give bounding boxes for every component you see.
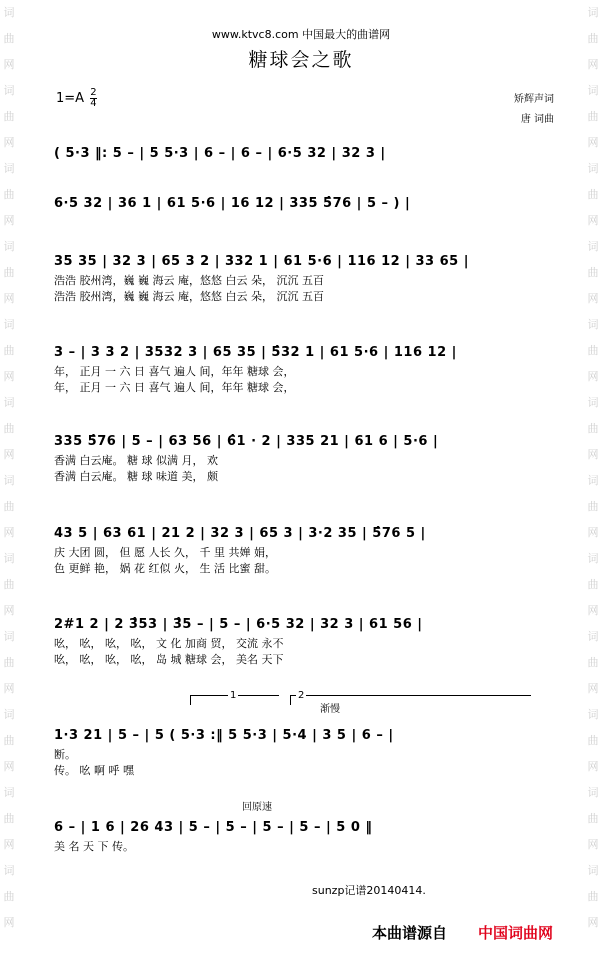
watermark-glyph: 曲: [3, 890, 15, 903]
system-6: [54, 526, 534, 576]
key-signature: [56, 88, 97, 109]
watermark-glyph: 网: [587, 682, 599, 695]
watermark-glyph: 曲: [587, 812, 599, 825]
credits: [514, 90, 554, 130]
watermark-glyph: 词: [587, 240, 599, 253]
watermark-glyph: 网: [587, 604, 599, 617]
notation-line: 2#1 2 | 2 3̂53 | 3̂5 – | 5 – | 6·5 32 | 32 3 | 61 56 |: [54, 617, 423, 632]
watermark-left: [0, 0, 18, 969]
watermark-glyph: 词: [587, 84, 599, 97]
watermark-glyph: 网: [587, 214, 599, 227]
system-9: [54, 820, 534, 854]
watermark-glyph: 词: [3, 864, 15, 877]
watermark-glyph: 网: [3, 760, 15, 773]
volta-first-label: 1: [230, 690, 237, 701]
direction-repeat: 回原速: [242, 802, 272, 813]
source-name[interactable]: 中国词曲网: [478, 924, 554, 942]
direction-fade: 渐慢: [320, 704, 340, 715]
watermark-glyph: 曲: [3, 32, 15, 45]
system-2: [54, 196, 534, 214]
watermark-glyph: 网: [3, 58, 15, 71]
watermark-glyph: 词: [587, 6, 599, 19]
lyric-line: 吆， 吆， 吆， 吆， 文 化 加商 贸， 交流 永不: [54, 637, 284, 650]
watermark-glyph: 曲: [587, 266, 599, 279]
watermark-glyph: 词: [3, 318, 15, 331]
lyric-line: 色 更鲜 艳， 娲 花 红似 火， 生 活 比蜜 甜。: [54, 562, 276, 575]
watermark-glyph: 曲: [3, 110, 15, 123]
watermark-glyph: 网: [3, 448, 15, 461]
watermark-glyph: 曲: [587, 344, 599, 357]
watermark-glyph: 网: [3, 292, 15, 305]
watermark-glyph: 词: [3, 162, 15, 175]
notation-line: 35 35 | 32 3 | 65 3 2 | 332 1 | 61 5·6 | 116 12 | 33 65 |: [54, 254, 469, 269]
watermark-glyph: 曲: [587, 656, 599, 669]
watermark-glyph: 词: [587, 786, 599, 799]
lyric-line: 浩浩 胶州湾，巍 巍 海云 庵，悠悠 白云 朵， 沉沉 五百: [54, 274, 324, 287]
lyric-line: 年， 正月 一 六 日 喜气 遍人 间，年年 糖球 会，: [54, 381, 295, 394]
watermark-glyph: 网: [3, 370, 15, 383]
watermark-glyph: 词: [3, 474, 15, 487]
watermark-glyph: 词: [587, 162, 599, 175]
time-denominator: 4: [90, 98, 97, 109]
watermark-glyph: 曲: [3, 500, 15, 513]
watermark-glyph: 网: [587, 448, 599, 461]
watermark-glyph: 词: [587, 864, 599, 877]
signature: sunzp记谱20140414.: [312, 884, 426, 897]
watermark-glyph: 曲: [587, 188, 599, 201]
watermark-glyph: 词: [3, 630, 15, 643]
lyric-line: 吆， 吆， 吆， 吆， 岛 城 糖球 会， 美名 天下: [54, 653, 284, 666]
watermark-glyph: 网: [587, 916, 599, 929]
watermark-glyph: 曲: [3, 656, 15, 669]
watermark-glyph: 曲: [3, 734, 15, 747]
lyric-line: 浩浩 胶州湾，巍 巍 海云 庵，悠悠 白云 朵， 沉沉 五百: [54, 290, 324, 303]
watermark-glyph: 曲: [587, 32, 599, 45]
watermark-glyph: 词: [3, 84, 15, 97]
watermark-glyph: 网: [3, 214, 15, 227]
watermark-glyph: 曲: [3, 812, 15, 825]
watermark-glyph: 曲: [3, 422, 15, 435]
watermark-glyph: 网: [587, 136, 599, 149]
watermark-glyph: 网: [587, 58, 599, 71]
notation-line: 335 5̂76 | 5 – | 63 56 | 6̂1 · 2 | 335 21 | 61 6 | 5·6 |: [54, 434, 439, 449]
watermark-glyph: 曲: [3, 188, 15, 201]
notation-line: 43 5 | 63 61 | 21 2 | 32 3 | 65 3 | 3·2 35 | 5̂76 5 |: [54, 526, 426, 541]
watermark-glyph: 网: [587, 526, 599, 539]
watermark-glyph: 网: [587, 838, 599, 851]
site-header[interactable]: www.ktvc8.com 中国最大的曲谱网: [211, 28, 391, 41]
watermark-glyph: 曲: [587, 578, 599, 591]
key-label: 1=A: [56, 91, 85, 106]
watermark-glyph: 曲: [587, 890, 599, 903]
watermark-glyph: 词: [587, 474, 599, 487]
watermark-glyph: 网: [3, 916, 15, 929]
watermark-right: [584, 0, 602, 969]
watermark-glyph: 网: [587, 760, 599, 773]
volta-second-label: 2: [298, 690, 305, 701]
time-numerator: 2: [90, 87, 97, 98]
watermark-glyph: 词: [587, 630, 599, 643]
lyric-line: 断。: [54, 748, 76, 761]
lyric-line: 庆 大团 圆， 但 愿 人长 久， 千 里 共婵 娟，: [54, 546, 276, 559]
watermark-glyph: 网: [3, 838, 15, 851]
watermark-glyph: 曲: [587, 422, 599, 435]
watermark-glyph: 词: [3, 396, 15, 409]
watermark-glyph: 网: [3, 604, 15, 617]
watermark-glyph: 词: [587, 708, 599, 721]
lyric-line: 香满 白云庵。 糖 球 似满 月， 欢: [54, 454, 218, 467]
watermark-glyph: 词: [587, 318, 599, 331]
system-4: [54, 345, 534, 395]
notation-line: 3 – | 3 3 2 | 3532 3 | 65 35 | 5̂32 1 | 61 5·6 | 116 12 |: [54, 345, 457, 360]
system-5: [54, 434, 534, 484]
watermark-glyph: 网: [3, 526, 15, 539]
watermark-glyph: 网: [587, 292, 599, 305]
system-8: [54, 728, 534, 778]
system-7: [54, 617, 534, 667]
source-label: 本曲谱源自: [372, 924, 448, 942]
watermark-glyph: 词: [587, 396, 599, 409]
watermark-glyph: 词: [3, 786, 15, 799]
lyricist: 矫辉声词: [514, 94, 554, 105]
system-3: [54, 254, 534, 304]
lyric-line: 美 名 天 下 传。: [54, 840, 134, 853]
composer: 唐 词曲: [520, 114, 554, 125]
watermark-glyph: 词: [3, 240, 15, 253]
watermark-glyph: 曲: [3, 578, 15, 591]
system-1: [54, 146, 534, 164]
watermark-glyph: 曲: [587, 734, 599, 747]
watermark-glyph: 词: [3, 552, 15, 565]
watermark-glyph: 曲: [3, 344, 15, 357]
watermark-glyph: 曲: [587, 110, 599, 123]
lyric-line: 传。 吆 啊 呼 嘿: [54, 764, 134, 777]
watermark-glyph: 曲: [587, 500, 599, 513]
notation-line: 1·3 21 | 5 – | 5 ( 5·3 :‖ 5 5·3 | 5·4 | 3 5 | 6 – |: [54, 728, 394, 743]
lyric-line: 香满 白云庵。 糖 球 味道 美， 颇: [54, 470, 218, 483]
watermark-glyph: 曲: [3, 266, 15, 279]
watermark-glyph: 网: [3, 136, 15, 149]
watermark-glyph: 词: [3, 6, 15, 19]
notation-line: 6 – | 1 6 | 26 43 | 5 – | 5 – | 5 – | 5 – | 5 0 ‖: [54, 820, 373, 835]
lyric-line: 年， 正月 一 六 日 喜气 遍人 间，年年 糖球 会，: [54, 365, 295, 378]
watermark-glyph: 网: [3, 682, 15, 695]
watermark-glyph: 词: [3, 708, 15, 721]
time-signature: [90, 88, 96, 109]
watermark-glyph: 网: [587, 370, 599, 383]
notation-line: ( 5·3 ‖: 5 – | 5 5·3 | 6 – | 6 – | 6·5 32 | 32 3 |: [54, 146, 386, 161]
notation-line: 6·5 32 | 36 1 | 61 5·6 | 16 12 | 335 5̂76 | 5 – ) |: [54, 196, 411, 211]
watermark-glyph: 词: [587, 552, 599, 565]
score-title: 糖球会之歌: [248, 49, 354, 71]
